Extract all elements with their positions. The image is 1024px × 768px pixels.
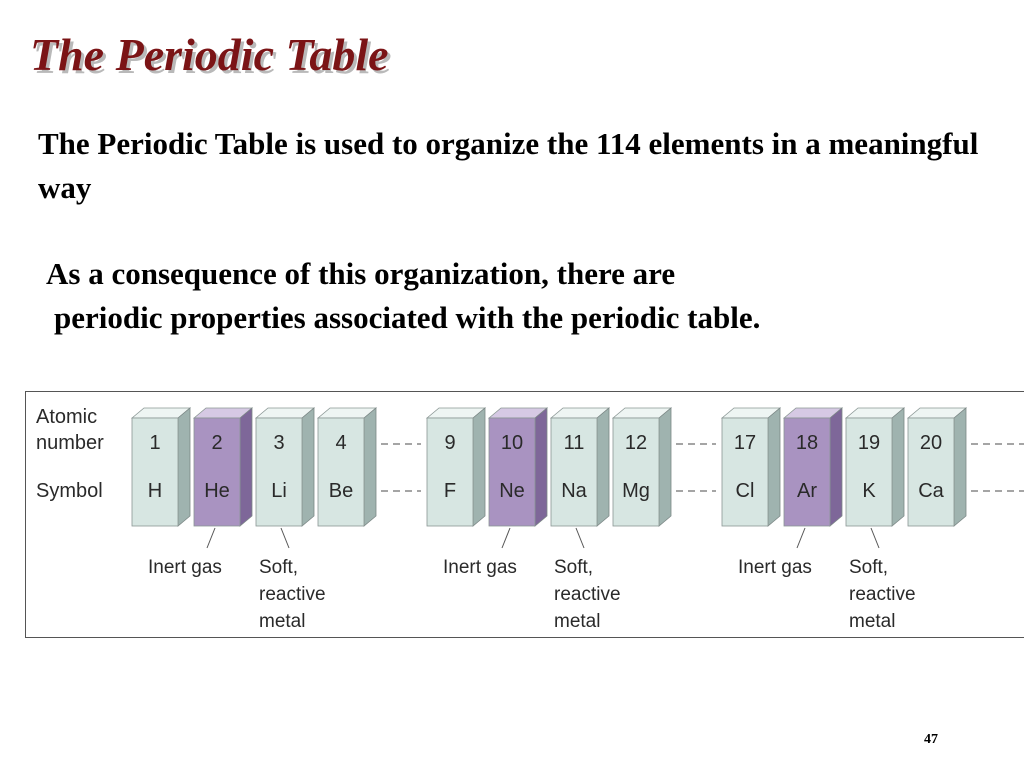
periodic-properties-figure [25, 391, 1024, 638]
inert-gas-pointer-1 [207, 528, 215, 548]
element-block-ar-number: 18 [795, 432, 819, 454]
element-block-na-side [597, 408, 609, 526]
reactive-metal-note-3-line-1: Soft, [849, 557, 889, 578]
element-block-na-symbol: Na [561, 480, 587, 502]
element-block-he-symbol: He [204, 480, 230, 502]
reactive-metal-note-2-line-2: reactive [554, 584, 621, 605]
reactive-metal-pointer-3 [871, 528, 879, 548]
reactive-metal-pointer-2 [576, 528, 584, 548]
symbol-label: Symbol [36, 480, 103, 502]
inert-gas-note-2: Inert gas [443, 557, 517, 578]
element-block-h-symbol: H [147, 480, 163, 502]
element-block-cl-side [768, 408, 780, 526]
atomic-number-label-line-2: number [36, 432, 104, 454]
element-block-mg-number: 12 [624, 432, 648, 454]
inert-gas-pointer-2 [502, 528, 510, 548]
element-block-na-number: 11 [563, 432, 585, 454]
element-block-he-number: 2 [211, 432, 223, 454]
atomic-number-label-line-1: Atomic [36, 406, 98, 428]
element-block-k-symbol: K [862, 480, 876, 502]
slide-title: The Periodic Table [30, 29, 389, 80]
reactive-metal-note-3-line-3: metal [849, 611, 896, 632]
element-block-ne-symbol: Ne [499, 480, 525, 502]
consequence-paragraph [46, 252, 1006, 340]
consequence-line-1: As a consequence of this organization, there are [46, 256, 676, 291]
element-block-f-number: 9 [444, 432, 456, 454]
element-block-ca-side [954, 408, 966, 526]
element-block-ca-symbol: Ca [918, 480, 944, 502]
inert-gas-note-1: Inert gas [148, 557, 222, 578]
element-blocks-diagram [26, 392, 1024, 637]
element-block-k-number: 19 [857, 432, 881, 454]
element-block-ne-side [535, 408, 547, 526]
element-block-f-symbol: F [443, 480, 457, 502]
element-block-mg-side [659, 408, 671, 526]
element-block-be-symbol: Be [328, 480, 354, 502]
reactive-metal-note-1-line-3: metal [259, 611, 306, 632]
inert-gas-pointer-3 [797, 528, 805, 548]
element-block-li-number: 3 [273, 432, 285, 454]
reactive-metal-note-1-line-2: reactive [259, 584, 326, 605]
reactive-metal-note-2-line-1: Soft, [554, 557, 594, 578]
consequence-line-2: periodic properties associated with the periodic table. [54, 300, 761, 335]
reactive-metal-note-2-line-3: metal [554, 611, 601, 632]
element-block-k-side [892, 408, 904, 526]
element-block-ca-number: 20 [919, 432, 943, 454]
element-block-ar-side [830, 408, 842, 526]
element-block-li-side [302, 408, 314, 526]
element-block-h-side [178, 408, 190, 526]
element-block-mg-symbol: Mg [622, 480, 650, 502]
element-block-ar-symbol: Ar [797, 480, 817, 502]
element-block-li-symbol: Li [271, 480, 287, 502]
element-block-f-side [473, 408, 485, 526]
reactive-metal-note-1-line-1: Soft, [259, 557, 299, 578]
page-number: 47 [924, 732, 938, 747]
element-block-be-side [364, 408, 376, 526]
reactive-metal-note-3-line-2: reactive [849, 584, 916, 605]
element-block-he-side [240, 408, 252, 526]
inert-gas-note-3: Inert gas [738, 557, 812, 578]
element-block-h-number: 1 [149, 432, 161, 454]
element-block-cl-symbol: Cl [735, 480, 755, 502]
intro-paragraph: The Periodic Table is used to organize the 114 elements in a meaningful way [38, 126, 979, 205]
reactive-metal-pointer-1 [281, 528, 289, 548]
element-block-be-number: 4 [335, 432, 347, 454]
element-block-ne-number: 10 [500, 432, 524, 454]
element-block-cl-number: 17 [733, 432, 757, 454]
